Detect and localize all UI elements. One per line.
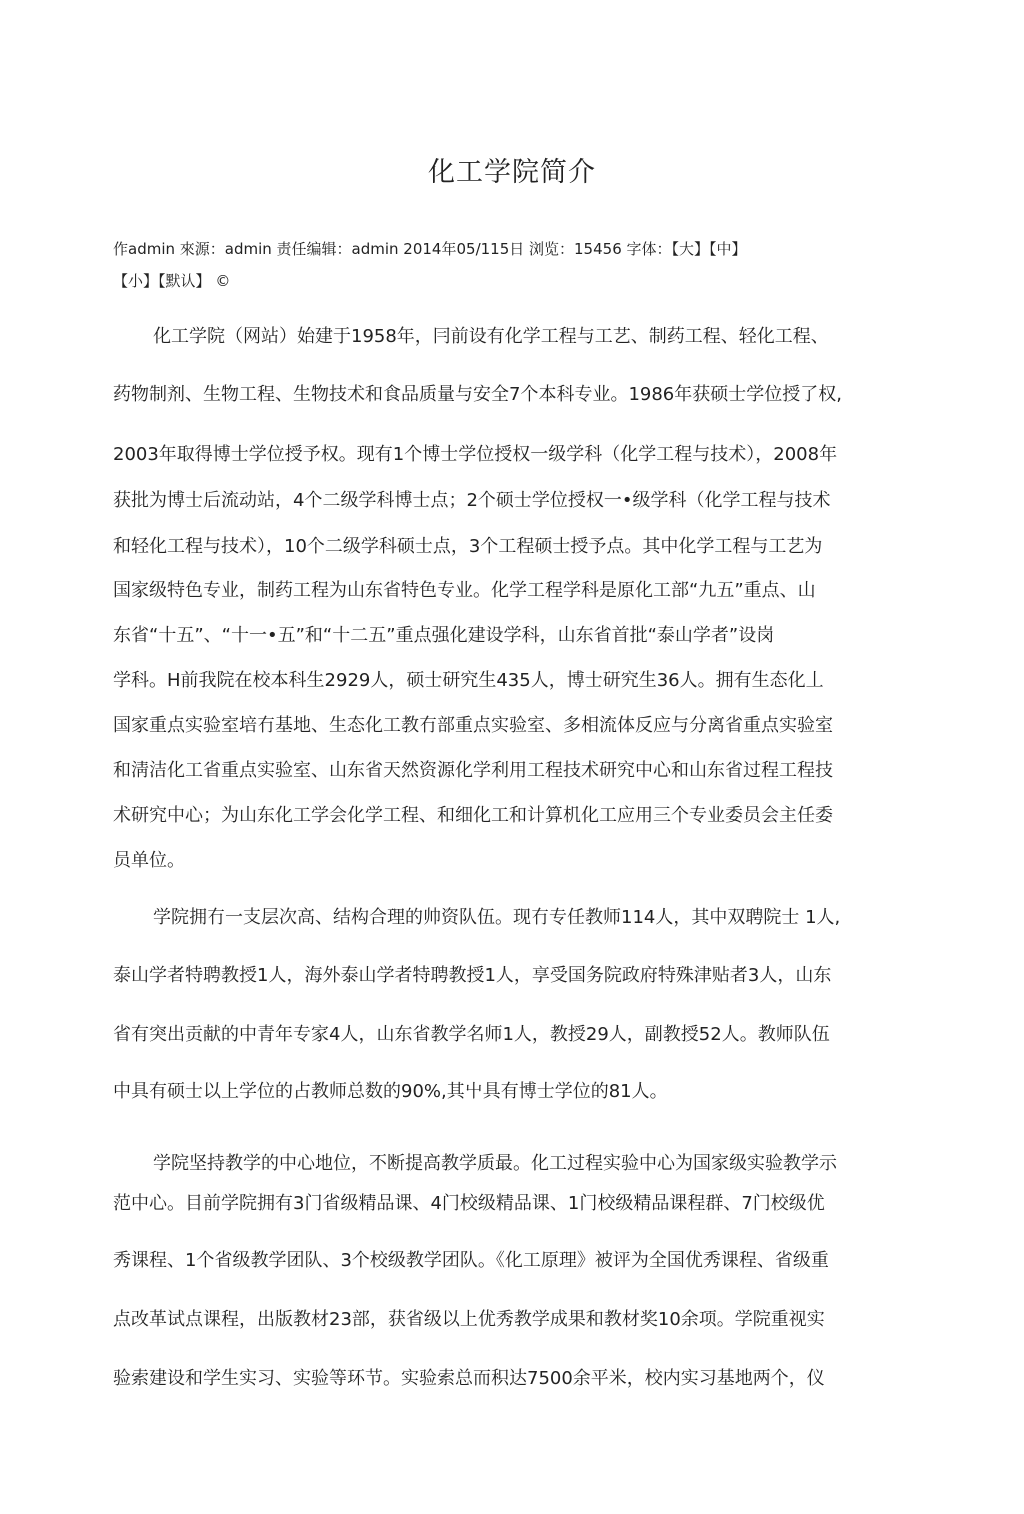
font-size-small-link[interactable]: 【小】: [113, 272, 159, 290]
text-line: 国家级特色专业，制药工程为山东省特色专业。化学工程学科是原化工部“九五”重点、山: [113, 580, 816, 601]
text-line: 员单位。: [113, 850, 185, 871]
text-line: 学科。H前我院在校本科生2929人，硕士研究生435人，博士研究生36人。拥有生态化丄: [113, 670, 824, 691]
text-line: 学院坚持教学的中心地位，不断提高教学质最。化工过程实验中心为国家级实验教学示: [153, 1153, 837, 1174]
copyright-symbol: ©: [215, 272, 231, 290]
meta-info: 作admin 來源：admin 责任编辑：admin 2014年05/115日 浏览：15456 字体：: [113, 240, 672, 258]
text-line: 点改革试点课程，出版教材23部，获省级以上优秀教学成果和教材奖10余项。学院重视实: [113, 1309, 825, 1330]
text-line: 获批为博士后流动站，4个二级学科博士点；2个硕士学位授权一•级学科（化学工程与技术: [113, 490, 831, 511]
text-line: 药物制剂、生物工程、生物技术和食品质量与安全7个本科专业。1986年获硕士学位授了权,: [113, 384, 842, 405]
text-line: 和淸洁化工省重点实验室、山东省天然资源化学利用工程技术研究中心和山东省过程工程技: [113, 760, 833, 781]
font-size-medium-link[interactable]: 【中】: [709, 240, 747, 258]
text-line: 和轻化工程与技术），10个二级学科硕士点，3个工程硕士授予点。其中化学工程与工艺为: [113, 536, 823, 557]
text-line: 2003年取得博士学位授予权。现有1个博士学位授权一级学科（化学工程与技术），2008年: [113, 444, 838, 465]
text-line: 中具有硕士以上学位的占教师总数的90%,其屮具有博士学位的81人。: [113, 1081, 668, 1102]
page-title: 化工学院简介: [428, 157, 596, 188]
text-line: 验索建设和学生实习、实验等环节。实验索总而积达7500余平米，校内实习基地两个，仪: [113, 1368, 825, 1389]
text-line: 国家重点实验室培冇基地、生态化工教冇部重点实验室、多相流体反应与分离省重点实验室: [113, 715, 833, 736]
article-meta-2: [113, 270, 230, 291]
article-meta: [113, 238, 747, 259]
text-line: 范中心。目前学院拥有3门省级精品课、4门校级精品课、1门校级精品课程群、7门校级优: [113, 1193, 825, 1214]
text-line: 学院拥冇一支层次高、结构合理的帅资队伍。现冇专任教师114人，其中双聘院士 1人,: [153, 907, 841, 928]
text-line: 东省“十五”、“十一•五”和“十二五”重点强化建设学科，山东省首批“泰山学者”设岗: [113, 625, 775, 646]
font-size-default-link[interactable]: 【默认】: [158, 272, 211, 290]
text-line: 化工学院（网站）始建于1958年，冃前设有化学工程与工艺、制药工程、轻化工程、: [153, 326, 829, 347]
text-line: 省有突出贡献的中青年专家4人，山东省教学名师1人，教授29人，副教授52人。教师队伍: [113, 1024, 830, 1045]
font-size-large-link[interactable]: 【大】: [671, 240, 710, 258]
text-line: 秀课程、1个省级教学团队、3个校级教学团队。《化工原理》被评为全国优秀课程、省级重: [113, 1250, 829, 1271]
text-line: 术研究中心；为山东化工学会化学工程、和细化工和计算机化工应用三个专业委员会主任委: [113, 805, 833, 826]
text-line: 泰山学者特聘教授1人，海外泰山学者特聘教授1人，享受国务院政府特殊津贴者3人，山东: [113, 965, 832, 986]
